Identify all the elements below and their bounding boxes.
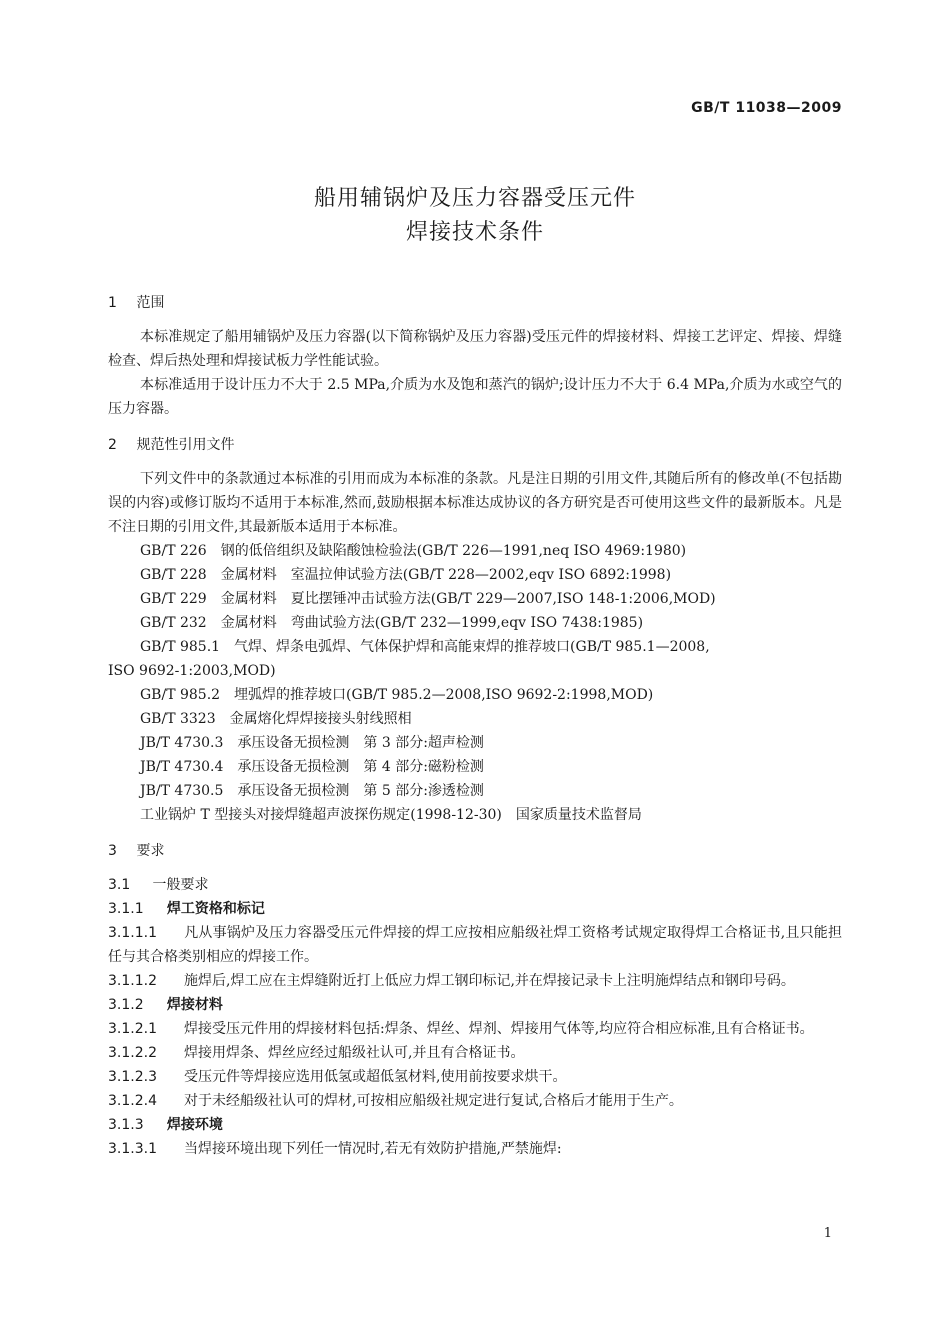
item-text: 焊接用焊条、焊丝应经过船级社认可,并且有合格证书。 — [184, 1045, 525, 1061]
reference-item: JB/T 4730.3 承压设备无损检测 第 3 部分:超声检测 — [140, 735, 484, 751]
reference-item: 工业锅炉 T 型接头对接焊缝超声波探伤规定(1998-12-30) 国家质量技术监督局 — [140, 807, 642, 823]
clause-item — [108, 1137, 842, 1161]
clause-title: 焊工资格和标记 — [166, 901, 265, 917]
standard-code: GB/T 11038—2009 — [691, 100, 842, 116]
section-1-heading — [108, 292, 842, 314]
clause-heading — [108, 993, 842, 1017]
item-text: 凡从事锅炉及压力容器受压元件焊接的焊工应按相应船级社焊工资格考试规定取得焊工合格证书,且只能担任与其合格类别相应的焊接工作。 — [108, 925, 842, 965]
clause-item — [108, 969, 842, 993]
section-title: 规范性引用文件 — [136, 437, 235, 453]
clause-item — [108, 1041, 842, 1065]
section-title: 范围 — [136, 295, 165, 311]
reference-item: GB/T 226 钢的低倍组织及缺陷酸蚀检验法(GB/T 226—1991,neq ISO 4969:1980) — [140, 543, 687, 559]
clause-title: 焊接材料 — [166, 997, 223, 1013]
reference-text: GB/T 985.1 气焊、焊条电弧焊、气体保护焊和高能束焊的推荐坡口(GB/T 985.1—2008, — [140, 639, 710, 655]
reference-item: JB/T 4730.4 承压设备无损检测 第 4 部分:磁粉检测 — [140, 759, 484, 775]
item-number: 3.1.1.1 — [108, 925, 157, 941]
item-number: 3.1.2.1 — [108, 1021, 157, 1037]
section-3-heading — [108, 840, 842, 862]
item-text: 当焊接环境出现下列任一情况时,若无有效防护措施,严禁施焊: — [184, 1141, 562, 1157]
document-title — [0, 182, 950, 250]
reference-item: GB/T 228 金属材料 室温拉伸试验方法(GB/T 228—2002,eqv ISO 6892:1998) — [140, 567, 672, 583]
section-title: 要求 — [136, 843, 165, 859]
item-text: 对于未经船级社认可的焊材,可按相应船级社规定进行复试,合格后才能用于生产。 — [184, 1093, 683, 1109]
clause-heading — [108, 897, 842, 921]
reference-text-continued: ISO 9692-1:2003,MOD) — [108, 663, 276, 679]
section-number: 2 — [108, 437, 117, 453]
paragraph: 下列文件中的条款通过本标准的引用而成为本标准的条款。凡是注日期的引用文件,其随后所有的修改单(不包括勘误的内容)或修订版均不适用于本标准,然而,鼓励根据本标准达成协议的各方研究是否可使用这些文件的最新版本。凡是不注日期的引用文件,其最新版本适用于本标准。 — [108, 471, 842, 535]
clause-item — [108, 1065, 842, 1089]
item-text: 受压元件等焊接应选用低氢或超低氢材料,使用前按要求烘干。 — [184, 1069, 567, 1085]
section-2-heading — [108, 434, 842, 456]
clause-item — [108, 1089, 842, 1113]
clause-item — [108, 921, 842, 969]
item-number: 3.1.1.2 — [108, 973, 157, 989]
reference-item: GB/T 232 金属材料 弯曲试验方法(GB/T 232—1999,eqv ISO 7438:1985) — [140, 615, 644, 631]
subsection-number: 3.1 — [108, 877, 131, 893]
reference-item — [108, 635, 842, 683]
title-line-2: 焊接技术条件 — [405, 220, 544, 245]
page-number: 1 — [823, 1226, 832, 1241]
reference-item: GB/T 985.2 埋弧焊的推荐坡口(GB/T 985.2—2008,ISO 9692-2:1998,MOD) — [140, 687, 654, 703]
clause-item — [108, 1017, 842, 1041]
clause-number: 3.1.2 — [108, 997, 144, 1013]
item-number: 3.1.3.1 — [108, 1141, 157, 1157]
section-number: 3 — [108, 843, 117, 859]
item-number: 3.1.2.3 — [108, 1069, 157, 1085]
document-body — [108, 292, 842, 1161]
reference-item: GB/T 3323 金属熔化焊焊接接头射线照相 — [140, 711, 412, 727]
clause-title: 焊接环境 — [166, 1117, 223, 1133]
item-text: 施焊后,焊工应在主焊缝附近打上低应力焊工钢印标记,并在焊接记录卡上注明施焊结点和钢印号码。 — [184, 973, 795, 989]
clause-number: 3.1.1 — [108, 901, 144, 917]
paragraph: 本标准规定了船用辅锅炉及压力容器(以下简称锅炉及压力容器)受压元件的焊接材料、焊接工艺评定、焊接、焊缝检查、焊后热处理和焊接试板力学性能试验。 — [108, 329, 842, 369]
item-number: 3.1.2.2 — [108, 1045, 157, 1061]
clause-number: 3.1.3 — [108, 1117, 144, 1133]
item-text: 焊接受压元件用的焊接材料包括:焊条、焊丝、焊剂、焊接用气体等,均应符合相应标准,且有合格证书。 — [184, 1021, 814, 1037]
subsection-title: 一般要求 — [152, 877, 209, 893]
reference-item: GB/T 229 金属材料 夏比摆锤冲击试验方法(GB/T 229—2007,ISO 148-1:2006,MOD) — [140, 591, 716, 607]
reference-item: JB/T 4730.5 承压设备无损检测 第 5 部分:渗透检测 — [140, 783, 484, 799]
title-line-1: 船用辅锅炉及压力容器受压元件 — [313, 186, 636, 211]
section-number: 1 — [108, 295, 117, 311]
clause-heading — [108, 1113, 842, 1137]
subsection-heading — [108, 873, 842, 897]
paragraph: 本标准适用于设计压力不大于 2.5 MPa,介质为水及饱和蒸汽的锅炉;设计压力不大于 6.4 MPa,介质为水或空气的压力容器。 — [108, 377, 842, 417]
item-number: 3.1.2.4 — [108, 1093, 157, 1109]
